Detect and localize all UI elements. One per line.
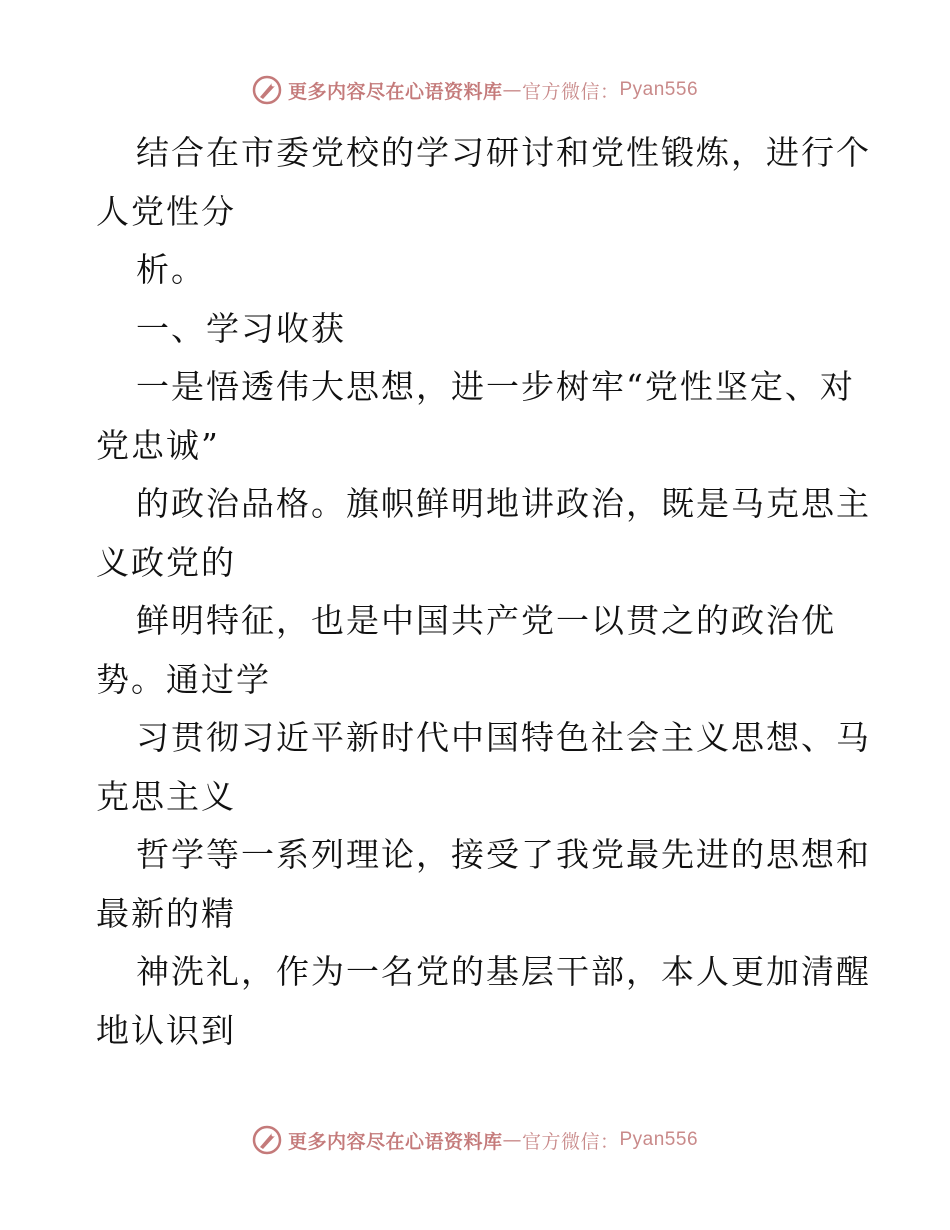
text-line: 一是悟透伟大思想，进一步树牢“党性坚定、对 [136, 367, 855, 406]
pen-logo-icon [252, 75, 282, 105]
watermark-main-text: 更多内容尽在心语资料库 [287, 80, 503, 103]
document-body [96, 124, 871, 1060]
watermark-wechat-id: Pyan556 [619, 79, 699, 100]
text-line: 哲学等一系列理论，接受了我党最先进的思想和 [136, 835, 871, 874]
text-line: 神洗礼，作为一名党的基层干部，本人更加清醒 [136, 952, 871, 991]
text-line: 党忠诚” [96, 425, 220, 465]
watermark-separator: — [502, 1129, 522, 1151]
text-line: 最新的精 [96, 893, 236, 933]
text-line: 义政党的 [96, 542, 236, 582]
text-line: 势。通过学 [96, 659, 271, 699]
footer-watermark [0, 1122, 950, 1158]
watermark-label: 官方微信： [521, 1130, 620, 1153]
text-line: 地认识到 [96, 1010, 236, 1050]
pen-logo-icon [252, 1125, 282, 1155]
text-line: 习贯彻习近平新时代中国特色社会主义思想、马 [136, 718, 871, 757]
watermark-wechat-id: Pyan556 [619, 1129, 699, 1150]
watermark-separator: — [502, 79, 522, 101]
text-line: 鲜明特征，也是中国共产党一以贯之的政治优 [136, 601, 836, 640]
section-heading: 一、学习收获 [136, 308, 346, 348]
text-line: 的政治品格。旗帜鲜明地讲政治，既是马克思主 [136, 484, 871, 523]
text-line: 析。 [136, 250, 206, 289]
watermark-label: 官方微信： [521, 80, 620, 103]
text-line: 人党性分 [96, 191, 236, 231]
header-watermark [0, 72, 950, 108]
text-line: 结合在市委党校的学习研讨和党性锻炼，进行个 [136, 133, 871, 172]
watermark-main-text: 更多内容尽在心语资料库 [287, 1130, 503, 1153]
text-line: 克思主义 [96, 776, 236, 816]
